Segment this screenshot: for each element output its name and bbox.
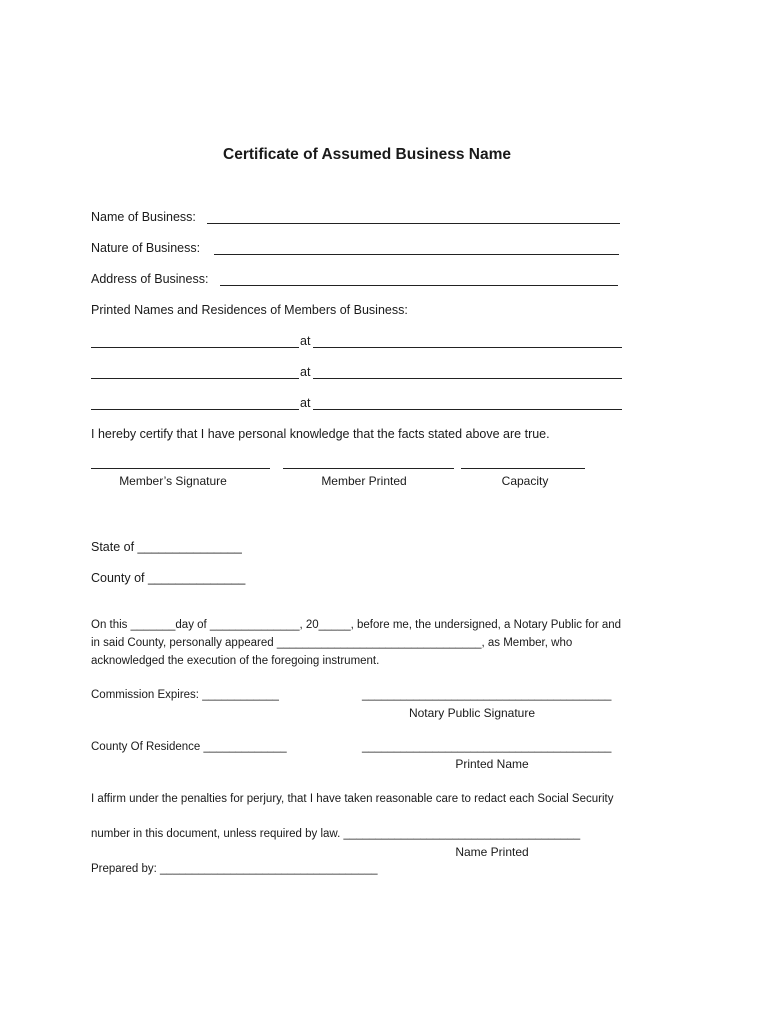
name-printed-caption: Name Printed <box>455 845 529 859</box>
member-at-label-3: at <box>300 396 311 410</box>
commission-expires-field[interactable]: Commission Expires: ____________ <box>91 689 279 701</box>
document-title: Certificate of Assumed Business Name <box>223 146 511 163</box>
member-printed-caption: Member Printed <box>321 474 407 488</box>
member-at-label-2: at <box>300 365 311 379</box>
address-of-business-label: Address of Business: <box>91 272 209 286</box>
member-residence-line-3[interactable] <box>313 409 622 410</box>
notary-paragraph-line-1: On this _______day of ______________, 20_____, before me, the undersigned, a Notary Public for and <box>91 619 622 631</box>
address-of-business-line[interactable] <box>220 285 618 286</box>
notary-paragraph-line-3: acknowledged the execution of the foregoing instrument. <box>91 655 380 667</box>
member-name-line-1[interactable] <box>91 347 299 348</box>
affirmation-line-2[interactable]: number in this document, unless required by law. _____________________________________ <box>91 828 581 840</box>
name-of-business-label: Name of Business: <box>91 210 196 224</box>
member-name-line-2[interactable] <box>91 378 299 379</box>
member-residence-line-1[interactable] <box>313 347 622 348</box>
notary-signature-line[interactable]: _______________________________________ <box>362 689 612 701</box>
member-residence-line-2[interactable] <box>313 378 622 379</box>
nature-of-business-line[interactable] <box>214 254 619 255</box>
affirmation-line-1: I affirm under the penalties for perjury, that I have taken reasonable care to redact each Social Security <box>91 793 614 805</box>
notary-paragraph-line-2: in said County, personally appeared ________________________________, as Member, who <box>91 637 573 649</box>
printed-name-line[interactable]: _______________________________________ <box>362 741 612 753</box>
capacity-caption: Capacity <box>501 474 549 488</box>
county-of-residence-field[interactable]: County Of Residence _____________ <box>91 741 287 753</box>
nature-of-business-label: Nature of Business: <box>91 241 201 255</box>
county-of-field[interactable]: County of ______________ <box>91 571 246 585</box>
member-name-line-3[interactable] <box>91 409 299 410</box>
printed-name-caption: Printed Name <box>455 757 529 771</box>
members-heading: Printed Names and Residences of Members of Business: <box>91 303 408 317</box>
member-at-label-1: at <box>300 334 311 348</box>
name-of-business-line[interactable] <box>207 223 620 224</box>
state-of-field[interactable]: State of _______________ <box>91 540 242 554</box>
certify-statement: I hereby certify that I have personal knowledge that the facts stated above are true. <box>91 427 550 441</box>
capacity-line[interactable] <box>461 468 585 469</box>
member-signature-line[interactable] <box>91 468 270 469</box>
member-printed-line[interactable] <box>283 468 454 469</box>
member-signature-caption: Member’s Signature <box>119 474 227 488</box>
prepared-by-field[interactable]: Prepared by: __________________________________ <box>91 863 378 875</box>
notary-signature-caption: Notary Public Signature <box>408 706 536 720</box>
